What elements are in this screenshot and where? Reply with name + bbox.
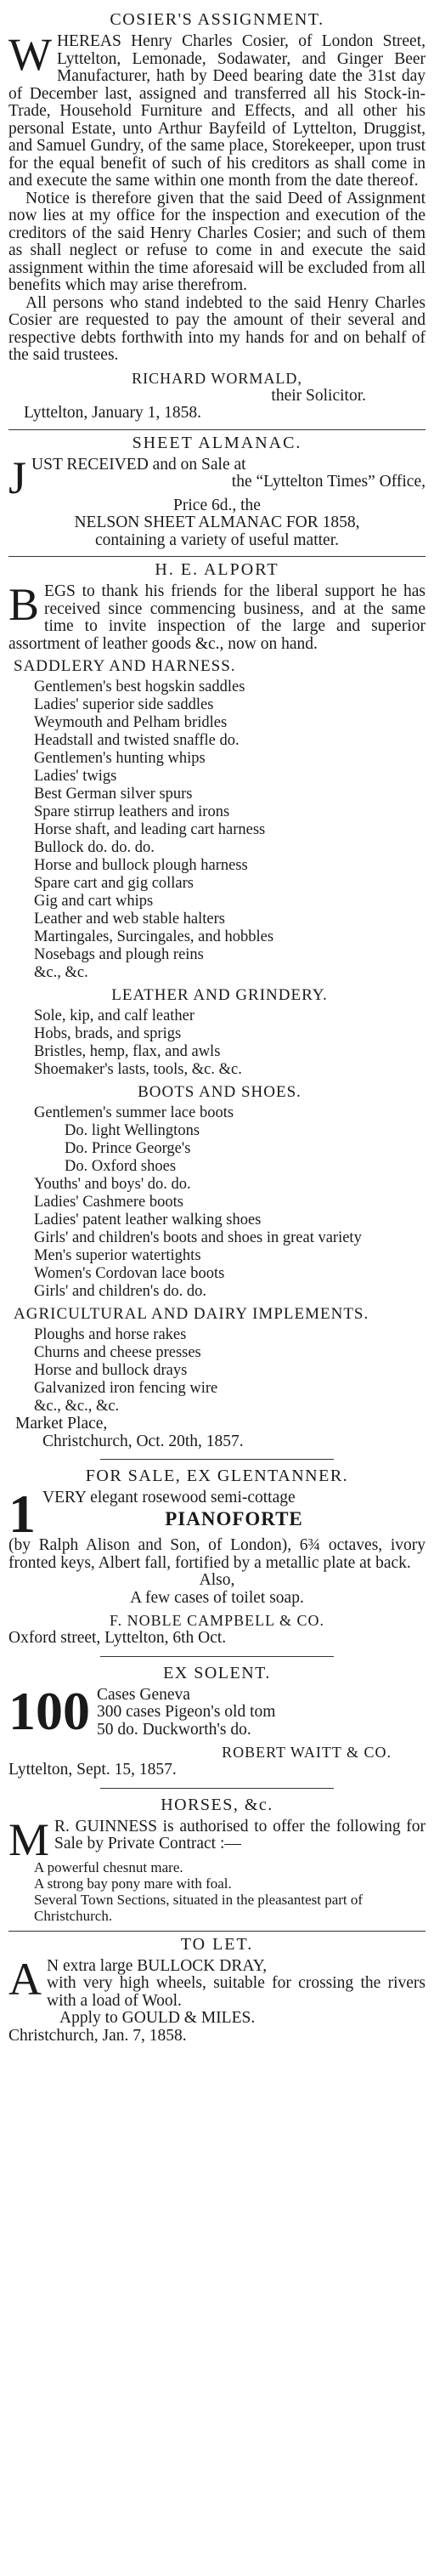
list-item: Women's Cordovan lace boots bbox=[34, 1265, 225, 1282]
drop-cap: J bbox=[8, 451, 27, 503]
divider bbox=[8, 1931, 426, 1932]
list-item: Sole, kip, and calf leather bbox=[34, 1007, 195, 1024]
ad-heading: FOR SALE, EX GLENTANNER. bbox=[85, 1467, 349, 1485]
list-item: Ladies' twigs bbox=[34, 768, 117, 785]
place: Market Place, bbox=[15, 1415, 108, 1433]
ad-line: A few cases of toilet soap. bbox=[130, 1588, 304, 1607]
list-item: Bullock do. do. do. bbox=[34, 839, 155, 856]
to-let-ad bbox=[8, 1935, 426, 2045]
agri-list bbox=[8, 1326, 426, 1416]
ad-line: with very high wheels, suitable for crossing the rivers with a load of Wool. bbox=[47, 1974, 426, 2010]
leather-list bbox=[8, 1007, 426, 1079]
ad-line: UST RECEIVED and on Sale at bbox=[31, 455, 246, 474]
list-item: Shoemaker's lasts, tools, &c. &c. bbox=[34, 1061, 242, 1078]
dateline: Oxford street, Lyttelton, 6th Oct. bbox=[8, 1629, 227, 1647]
list-item: Headstall and twisted snaffle do. bbox=[34, 732, 240, 749]
ad-heading: EX SOLENT. bbox=[163, 1663, 271, 1682]
signature: RICHARD WORMALD, bbox=[132, 369, 302, 387]
saddlery-list bbox=[8, 678, 426, 982]
list-item: Men's superior watertights bbox=[34, 1247, 201, 1264]
divider bbox=[8, 429, 426, 430]
ad-line: the “Lyttelton Times” Office, bbox=[231, 473, 426, 491]
drop-cap: W bbox=[8, 29, 52, 80]
drop-cap: B bbox=[8, 579, 40, 630]
list-item: Youths' and boys' do. do. bbox=[34, 1176, 191, 1193]
list-item: Do. light Wellingtons bbox=[65, 1122, 200, 1139]
ad-desc: (by Ralph Alison and Son, of London), 6¾ octaves, ivory fronted keys, Albert fall, fortified by a metallic plate at back. bbox=[8, 1536, 426, 1572]
pianoforte-ad bbox=[8, 1467, 426, 1648]
divider bbox=[100, 1459, 334, 1460]
ad-line: N extra large BULLOCK DRAY, bbox=[47, 1956, 268, 1975]
ad-product: PIANOFORTE bbox=[165, 1507, 303, 1529]
list-item: Do. Oxford shoes bbox=[65, 1158, 177, 1175]
dateline: Lyttelton, January 1, 1858. bbox=[24, 404, 202, 422]
ad-title: NELSON SHEET ALMANAC FOR 1858, bbox=[74, 513, 360, 531]
notice-paragraph: All persons who stand indebted to the said Henry Charles Cosier are requested to pay the amount of their several and respective debts forthwith into my hands for and on behalf of the said trustees. bbox=[8, 293, 426, 364]
list-item: Leather and web stable halters bbox=[34, 911, 225, 928]
dateline: Lyttelton, Sept. 15, 1857. bbox=[8, 1761, 177, 1779]
section-heading: SADDLERY AND HARNESS. bbox=[14, 657, 236, 675]
drop-cap: A bbox=[8, 1953, 42, 2005]
list-item: Gentlemen's summer lace boots bbox=[34, 1104, 234, 1121]
list-item: Weymouth and Pelham bridles bbox=[34, 714, 228, 731]
list-item: Horse shaft, and leading cart harness bbox=[34, 821, 266, 838]
list-item: Martingales, Surcingales, and hobbles bbox=[34, 928, 274, 945]
list-item: Ploughs and horse rakes bbox=[34, 1326, 187, 1343]
notice-heading: COSIER'S ASSIGNMENT. bbox=[110, 10, 324, 29]
list-item: Girls' and children's do. do. bbox=[34, 1283, 206, 1300]
list-item: Several Town Sections, situated in the pleasantest part of Christchurch. bbox=[34, 1891, 364, 1924]
ad-line: R. GUINNESS is authorised to offer the following for Sale by Private Contract :— bbox=[54, 1817, 426, 1853]
divider bbox=[100, 1788, 334, 1789]
list-item: Gentlemen's hunting whips bbox=[34, 750, 206, 767]
list-item: Ladies' patent leather walking shoes bbox=[34, 1211, 262, 1228]
sheet-almanac-ad bbox=[8, 434, 426, 550]
solent-ad bbox=[8, 1664, 426, 1779]
signature-role: their Solicitor. bbox=[271, 386, 366, 405]
ad-intro: EGS to thank his friends for the liberal support he has received since commencing business, and at the same time to invite inspection of the large and superior assortment of leather goods &c., now on hand. bbox=[8, 582, 426, 653]
list-item: Spare cart and gig collars bbox=[34, 875, 194, 892]
list-item: Horse and bullock drays bbox=[34, 1362, 188, 1379]
list-item: Gig and cart whips bbox=[34, 893, 154, 910]
alport-ad bbox=[8, 560, 426, 1450]
list-item: Ladies' Cashmere boots bbox=[34, 1194, 183, 1211]
ad-line: Also, bbox=[199, 1571, 235, 1589]
list-item: Galvanized iron fencing wire bbox=[34, 1380, 218, 1397]
list-item: Bristles, hemp, flax, and awls bbox=[34, 1043, 221, 1060]
newspaper-column bbox=[8, 5, 426, 2045]
ad-line: 300 cases Pigeon's old tom bbox=[97, 1703, 276, 1721]
boots-sub-list bbox=[8, 1122, 426, 1176]
section-heading: AGRICULTURAL AND DAIRY IMPLEMENTS. bbox=[14, 1305, 369, 1323]
list-item: Churns and cheese presses bbox=[34, 1344, 201, 1361]
ad-line: VERY elegant rosewood semi-cottage bbox=[42, 1489, 296, 1506]
list-item: A powerful chesnut mare. bbox=[34, 1858, 183, 1875]
apply-line: Apply to GOULD & MILES. bbox=[59, 2009, 256, 2027]
section-heading: BOOTS AND SHOES. bbox=[138, 1083, 302, 1101]
ad-line: 50 do. Duckworth's do. bbox=[97, 1720, 251, 1739]
drop-cap: 1 bbox=[8, 1484, 36, 1544]
divider bbox=[8, 556, 426, 557]
list-item: Ladies' superior side saddles bbox=[34, 696, 214, 713]
cosier-assignment-notice bbox=[8, 10, 426, 423]
list-item: Hobs, brads, and sprigs bbox=[34, 1025, 182, 1042]
ad-heading: HORSES, &c. bbox=[161, 1795, 273, 1814]
list-item: Do. Prince George's bbox=[65, 1140, 191, 1157]
notice-paragraph: Notice is therefore given that the said Deed of Assignment now lies at my office for the inspection and execution of the creditors of the said Henry Charles Cosier; and such of them as shall neglect or refuse to come in and execute the said assignment within the time aforesaid will be excluded from all benefits which may arise therefrom. bbox=[8, 189, 426, 294]
drop-cap: M bbox=[8, 1813, 50, 1865]
list-item: Girls' and children's boots and shoes in great variety bbox=[34, 1229, 362, 1246]
dateline: Christchurch, Oct. 20th, 1857. bbox=[42, 1432, 244, 1450]
horses-ad bbox=[8, 1796, 426, 1924]
horses-list bbox=[8, 1859, 426, 1924]
boots-list bbox=[8, 1176, 426, 1301]
ad-heading: H. E. ALPORT bbox=[155, 560, 279, 579]
list-item: Best German silver spurs bbox=[34, 786, 193, 803]
ad-line: Price 6d., the bbox=[173, 496, 261, 514]
ad-line: Cases Geneva bbox=[97, 1685, 190, 1704]
ad-heading: TO LET. bbox=[180, 1934, 254, 1954]
divider bbox=[100, 1656, 334, 1657]
list-item: Horse and bullock plough harness bbox=[34, 857, 248, 874]
ad-line: containing a variety of useful matter. bbox=[95, 531, 339, 549]
signature: ROBERT WAITT & CO. bbox=[222, 1744, 392, 1761]
list-item: &c., &c., &c. bbox=[34, 1398, 120, 1415]
dateline: Christchurch, Jan. 7, 1858. bbox=[8, 2026, 187, 2045]
list-item: A strong bay pony mare with foal. bbox=[34, 1875, 232, 1892]
list-item: Nosebags and plough reins bbox=[34, 946, 204, 963]
list-item: Spare stirrup leathers and irons bbox=[34, 803, 230, 820]
section-heading: LEATHER AND GRINDERY. bbox=[111, 986, 328, 1004]
big-number: 100 bbox=[8, 1680, 90, 1741]
list-item: Gentlemen's best hogskin saddles bbox=[34, 678, 245, 695]
list-item: &c., &c. bbox=[34, 964, 88, 981]
signature: F. NOBLE CAMPBELL & CO. bbox=[110, 1612, 324, 1629]
notice-body: HEREAS Henry Charles Cosier, of London Street, Lyttelton, Lemonade, Sodawater, and Ginger Beer Manufacturer, hath by Deed bearing date the 31st day of December last, assigned and transferred all his Stock-in-Trade, Household Furniture and Effects, and all other his personal Estate, unto Arthur Bayfeild of Lyttelton, Druggist, and Samuel Gundry, of the same place, Storekeeper, upon trust for the equal benefit of such of his creditors as shall come in and execute the same within one month from the date thereof. bbox=[8, 32, 426, 190]
ad-heading: SHEET ALMANAC. bbox=[132, 433, 302, 452]
